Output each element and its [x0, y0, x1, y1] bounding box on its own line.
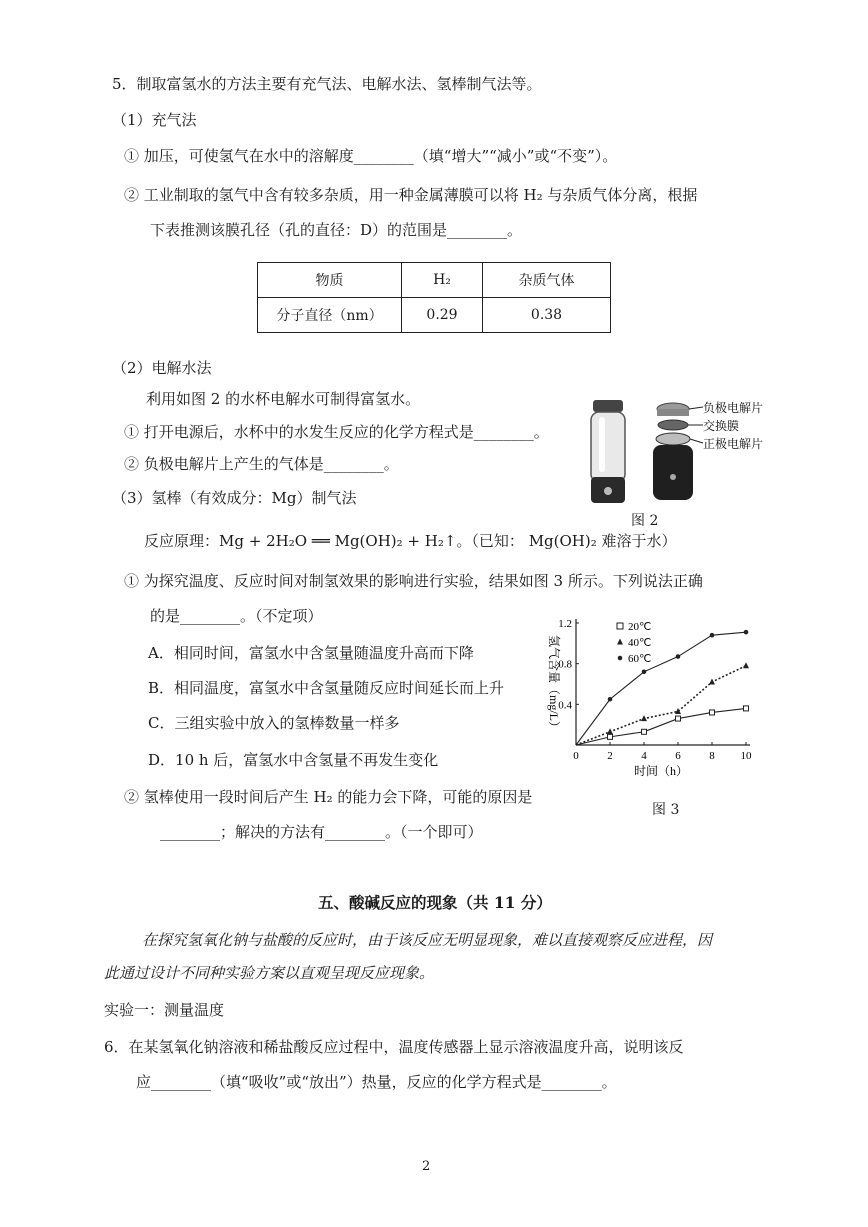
x-axis-label: 时间（h）	[633, 764, 689, 778]
q5-part1-q1: ① 加压，可使氢气在水中的溶解度________（填“增大”“减小”或“不变”）。	[124, 147, 618, 165]
x-tick-label: 0	[573, 750, 579, 762]
data-point	[676, 716, 681, 721]
q5-part3-q2-line2: ________；解决的方法有________。（一个即可）	[160, 823, 483, 841]
fig2-label-negative-plate: 负极电解片	[703, 401, 764, 415]
q5-intro: 5．制取富氢水的方法主要有充气法、电解水法、氢棒制气法等。	[112, 75, 542, 93]
data-point	[709, 678, 715, 684]
legend-label: 40℃	[628, 637, 652, 649]
electrode-assembly-illustration	[653, 403, 703, 500]
x-tick-label: 10	[740, 750, 752, 762]
q5-part2-title: （2）电解水法	[112, 359, 212, 377]
data-point	[710, 710, 715, 715]
y-axis-label: 氢气含量（mg/L）	[547, 635, 561, 733]
data-point	[642, 670, 647, 675]
q5-part3-q1-line2: 的是________。（不定项）	[150, 607, 323, 625]
data-point	[675, 708, 681, 714]
data-point	[676, 654, 681, 659]
molecule-diameter-table	[257, 262, 611, 333]
experiment-1-title: 实验一：测量温度	[104, 1001, 225, 1019]
data-point	[744, 706, 749, 711]
series-line-2	[576, 632, 746, 745]
q5-part2-q2: ② 负极电解片上产生的气体是________。	[124, 455, 399, 473]
option-a: A．相同时间，富氢水中含氢量随温度升高而下降	[148, 644, 474, 662]
q5-part3-title: （3）氢棒（有效成分：Mg）制气法	[112, 489, 357, 507]
table-row	[258, 298, 611, 333]
data-point	[642, 729, 647, 734]
legend-marker	[617, 639, 623, 645]
x-tick-label: 4	[641, 750, 647, 762]
q5-part2-q1: ① 打开电源后，水杯中的水发生反应的化学方程式是________。	[124, 423, 549, 441]
y-tick-label: 1.2	[558, 618, 572, 630]
fig2-label-positive-plate: 正极电解片	[703, 437, 764, 451]
option-c: C．三组实验中放入的氢棒数量一样多	[148, 714, 400, 732]
fig2-label-membrane: 交换膜	[703, 419, 740, 433]
series-line-0	[576, 708, 746, 745]
data-point	[710, 633, 715, 638]
q6-line2: 应________（填“吸收”或“放出”）热量，反应的化学方程式是________。	[136, 1073, 617, 1091]
legend-label: 60℃	[628, 653, 652, 665]
x-tick-label: 8	[709, 750, 715, 762]
data-point	[608, 734, 613, 739]
table-header-cell: 杂质气体	[483, 263, 611, 298]
table-cell: 分子直径（nm）	[258, 298, 402, 333]
table-header-row	[258, 263, 611, 298]
q5-part1-q2-line2: 下表推测该膜孔径（孔的直径：D）的范围是________。	[150, 221, 523, 239]
x-tick-label: 2	[607, 750, 613, 762]
series-line-1	[576, 666, 746, 745]
q5-part1-title: （1）充气法	[112, 111, 197, 129]
q5-part3-q1-line1: ① 为探究温度、反应时间对制氢效果的影响进行实验，结果如图 3 所示。下列说法正确	[124, 572, 703, 590]
data-point	[607, 728, 613, 734]
y-tick-label: 0.4	[558, 699, 572, 712]
page-number: 2	[422, 1159, 431, 1174]
section-5-intro-line1: 在探究氢氧化钠与盐酸的反应时，由于该反应无明显现象，难以直接观察反应进程，因	[142, 931, 713, 949]
x-tick-label: 6	[675, 750, 681, 762]
legend-marker	[618, 656, 623, 661]
figure-3-line-chart	[536, 612, 786, 782]
legend-marker	[617, 623, 623, 629]
q5-part2-intro: 利用如图 2 的水杯电解水可制得富氢水。	[146, 390, 421, 408]
y-tick-label: 0.8	[558, 658, 572, 671]
fig3-caption: 图 3	[652, 802, 680, 818]
data-point	[744, 630, 749, 635]
table-cell: 0.29	[402, 298, 483, 333]
section-5-intro-line2: 此通过设计不同种实验方案以直观呈现反应现象。	[104, 964, 435, 982]
q5-part3-reaction: 反应原理：Mg + 2H₂O ══ Mg(OH)₂ + H₂↑。（已知： Mg(OH)₂ 难溶于水）	[144, 532, 677, 550]
table-header-cell: 物质	[258, 263, 402, 298]
q6-line1: 6．在某氢氧化钠溶液和稀盐酸反应过程中，温度传感器上显示溶液温度升高，说明该反	[104, 1038, 684, 1056]
table-cell: 0.38	[483, 298, 611, 333]
option-b: B．相同温度，富氢水中含氢量随反应时间延长而上升	[148, 679, 505, 697]
fig2-caption: 图 2	[631, 513, 659, 529]
section-5-title: 五、酸碱反应的现象（共 11 分）	[318, 893, 552, 912]
data-point	[743, 662, 749, 668]
figure-2-water-cup	[585, 395, 765, 510]
data-point	[641, 715, 647, 721]
q5-part1-q2-line1: ② 工业制取的氢气中含有较多杂质，用一种金属薄膜可以将 H₂ 与杂质气体分离，根据	[124, 186, 698, 204]
table-header-cell: H₂	[402, 263, 483, 298]
q5-part3-q2-line1: ② 氢棒使用一段时间后产生 H₂ 的能力会下降，可能的原因是	[124, 788, 533, 806]
water-cup-illustration	[591, 400, 625, 503]
option-d: D．10 h 后，富氢水中含氢量不再发生变化	[148, 751, 439, 769]
legend-label: 20℃	[628, 621, 652, 633]
data-point	[608, 697, 613, 702]
